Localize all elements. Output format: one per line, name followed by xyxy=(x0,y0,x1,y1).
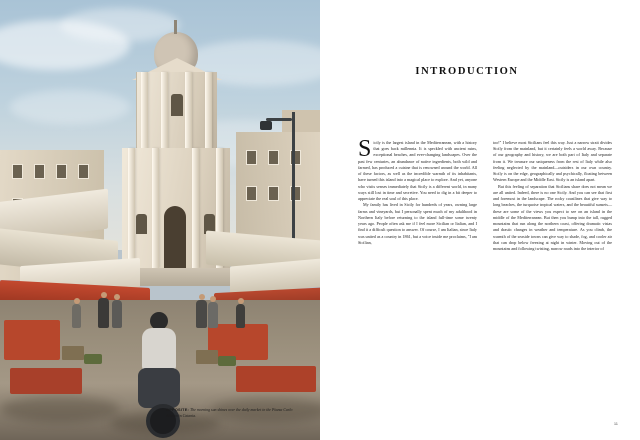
column xyxy=(185,72,192,150)
photo-caption xyxy=(166,407,296,420)
caption-lead: OPPOSITE: xyxy=(166,406,189,412)
pedestrian xyxy=(112,300,122,328)
column xyxy=(141,72,148,150)
produce-crate xyxy=(62,346,84,360)
pedestrian xyxy=(208,302,218,328)
column xyxy=(152,148,159,268)
scooter-body xyxy=(138,368,180,408)
church-upper-facade xyxy=(136,72,217,150)
paragraph xyxy=(493,140,612,184)
column xyxy=(161,72,168,150)
shadow xyxy=(0,396,120,422)
market-stall xyxy=(10,368,82,394)
pedestrian xyxy=(196,300,207,328)
paragraph xyxy=(358,136,477,202)
pedestrian xyxy=(98,298,109,328)
church-main-door xyxy=(164,206,186,268)
paragraph xyxy=(493,184,612,253)
paragraph xyxy=(358,202,477,246)
column xyxy=(205,72,212,150)
right-page xyxy=(320,0,640,440)
body-columns xyxy=(358,136,612,252)
caption-text: The morning sun shines over the daily market in the Piazza Carlo Alberto in Catania. xyxy=(166,407,293,419)
window xyxy=(56,164,67,179)
produce-crate xyxy=(196,350,218,364)
market-stall xyxy=(4,320,60,360)
column xyxy=(128,148,135,268)
page-title: INTRODUCTION xyxy=(415,66,519,77)
body-column-2 xyxy=(493,140,612,252)
pedestrian xyxy=(236,304,245,328)
church-window xyxy=(171,94,183,116)
window xyxy=(246,150,257,165)
paragraph-text: But this feeling of separation that Sicilians share does not mean we are all united. Indeed, there is no one Sicily. And you can see that first and foremost in the landscape. The rocky coastlines that give way to long beaches, the turquoise tropical waters, and the beautiful sunsets—these are some of the views you expect to see on an island in the middle of the Mediterranean. But then you bump into the tall, rugged mountains that run along the northern coast, offering dramatic vistas and drastic changes in weather and temperature. As you climb, the warmth of the seaside towns can give way to shade, fog, and cooler air that can drop below freezing at night in winter. Moving out of the mountains and following twisting, narrow roads into the interior of xyxy=(493,183,612,251)
window xyxy=(78,164,89,179)
produce-box xyxy=(84,354,102,364)
paragraph-text: My family has lived in Sicily for hundreds of years, owning large farms and vineyards, but I personally spent much of my adulthood in Northern Italy before returning to the island full-time some twenty years ago. People often ask me if I feel more Sicilian or Italian, and I find it a difficult question to answer. Of course, I am Italian, since Italy was united as a country in 1861, but a voice inside me proclaims, "I am Sicilian, xyxy=(358,202,477,245)
pedestrian xyxy=(72,304,81,328)
window xyxy=(268,186,279,201)
paragraph-text: icily is the largest island in the Mediterranean, with a history that goes back millennia. It is speckled with ancient ruins, exceptional beaches, and ever-changing landscapes. Over the past few centuries, an abundance of native ingredients, both wild and farmed, has produced a cuisine that is renowned around the world. All of these factors, as well as the incredible warmth of its inhabitants, have turned this island into a magical place to explore. And yet, anyone who visits senses immediately that Sicily is a different world, in many ways still lost in time and secretive. You need to dig in a bit deeper to appreciate the real soul of this place. xyxy=(358,140,477,202)
window xyxy=(34,164,45,179)
window xyxy=(268,150,279,165)
page-number: 11 xyxy=(613,421,618,426)
column xyxy=(192,148,199,268)
rider-body xyxy=(142,328,176,372)
drop-cap: S xyxy=(358,136,372,162)
window xyxy=(12,164,23,179)
body-column-1 xyxy=(358,136,477,252)
paragraph-text: too!" I believe most Sicilians feel this way. Just a narrow strait divides Sicily from the mainland, but it certainly feels a world away. Because of our geography and history, we are both part of Italy and separate from it. We treasure our uniqueness from the rest of Italy while also feeling neglected by the mainland—outsiders in our own country. Sicily is on the edge, geographically and psychically, floating between Western Europe and the Middle East. Sicily is an island apart. xyxy=(493,140,612,183)
produce-box xyxy=(218,356,236,366)
window xyxy=(246,186,257,201)
church-window xyxy=(136,214,147,234)
market-stall xyxy=(236,366,316,392)
cloud xyxy=(10,90,130,124)
